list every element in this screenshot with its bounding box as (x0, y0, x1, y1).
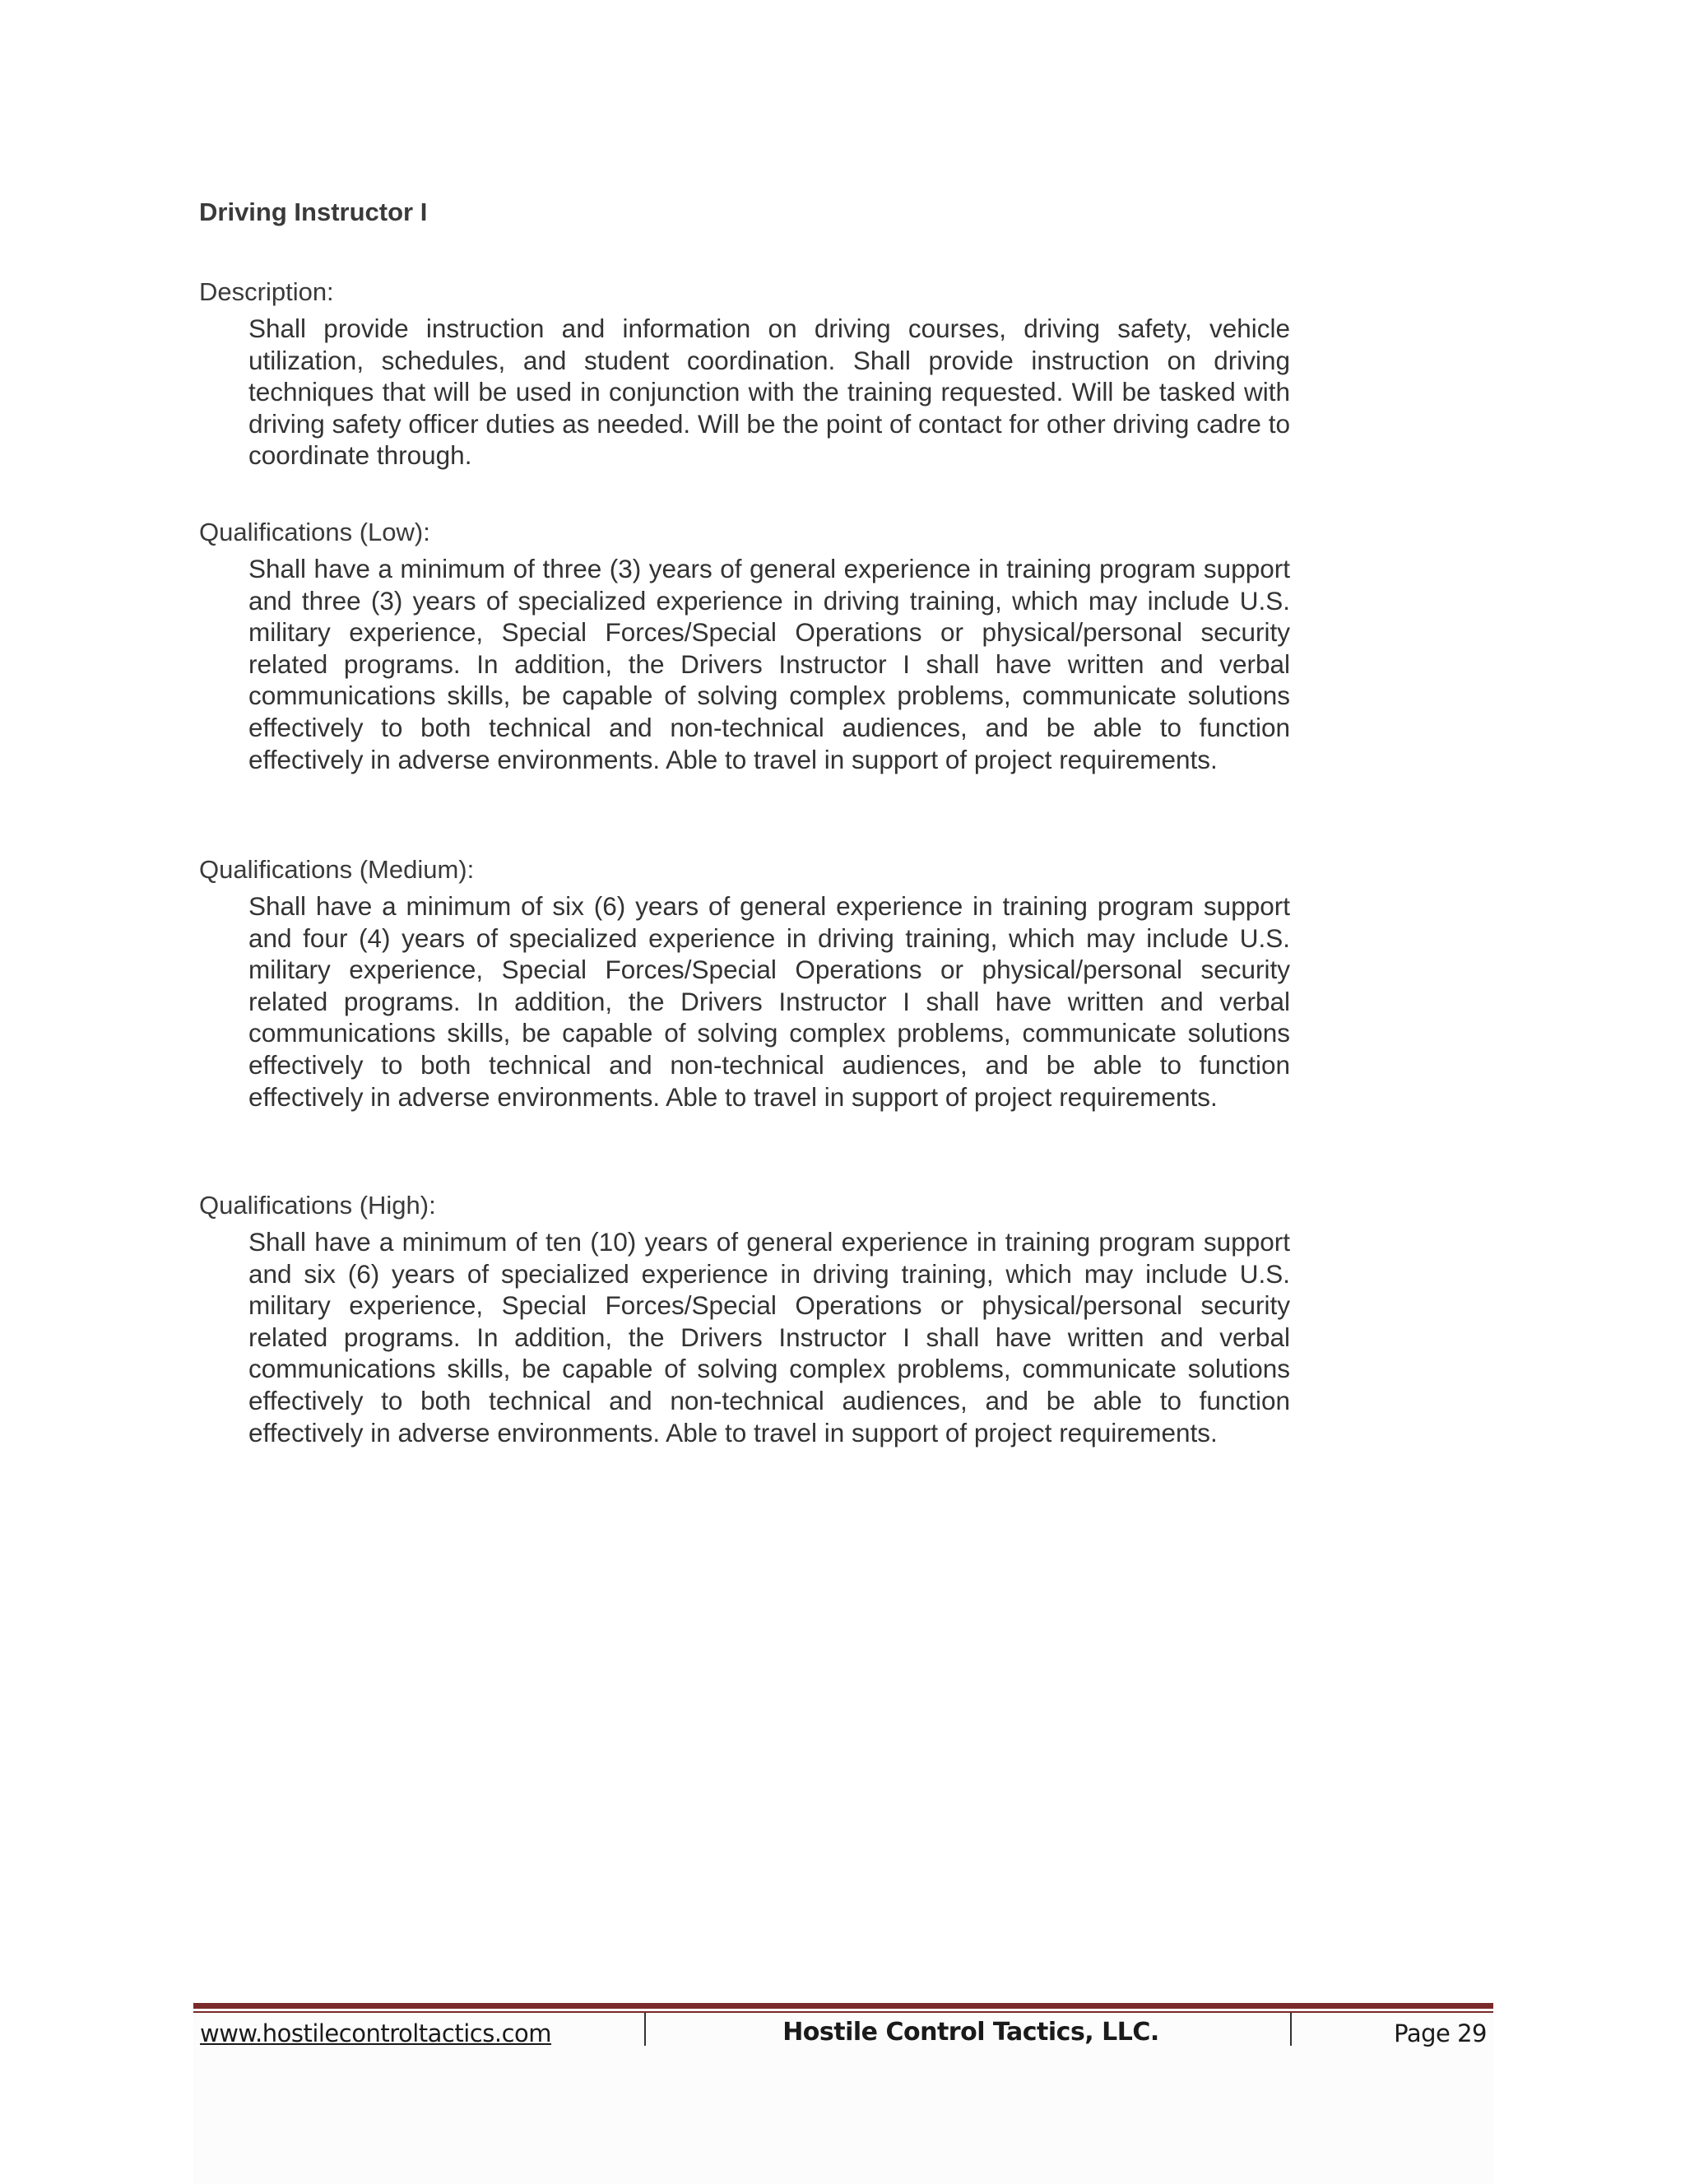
section-description (199, 276, 1293, 472)
section-body: Shall have a minimum of ten (10) years of general experience in training program support and six (6) years of specialized experience in driving training, which may include U.S. military experience, Special Forces/Special Operations or physical/personal security related programs. In addition, the Drivers Instructor I shall have written and verbal communications skills, be capable of solving complex problems, communicate solutions effectively to both technical and non-technical audiences, and be able to function effectively in adverse environments. Able to travel in support of project requirements. (248, 1227, 1290, 1447)
section-label: Description: (199, 277, 334, 306)
footer-rule-thick (193, 2003, 1493, 2009)
section-label: Qualifications (Medium): (199, 855, 475, 884)
website-link[interactable]: www.hostilecontroltactics.com (200, 2019, 552, 2047)
footer-company-name: Hostile Control Tactics, LLC. (782, 2018, 1159, 2047)
section-label: Qualifications (High): (199, 1191, 436, 1220)
footer-divider (1290, 2013, 1292, 2046)
section-qualifications-low (199, 517, 1293, 775)
section-label: Qualifications (Low): (199, 518, 430, 546)
section-body: Shall provide instruction and information on driving courses, driving safety, vehicle utilization, schedules, and student coordination. Shall provide instruction on driving techniques that will be used in conjunction with the training requested. Will be tasked with driving safety officer duties as needed. Will be the point of contact for other driving cadre to coordinate through. (248, 314, 1290, 471)
footer-rule-thin (193, 2011, 1493, 2013)
footer-divider (644, 2013, 646, 2046)
page-number: Page 29 (1394, 2019, 1487, 2047)
section-body: Shall have a minimum of three (3) years of general experience in training program support and three (3) years of specialized experience in driving training, which may include U.S. military experience, Special Forces/Special Operations or physical/personal security related programs. In addition, the Drivers Instructor I shall have written and verbal communications skills, be capable of solving complex problems, communicate solutions effectively to both technical and non-technical audiences, and be able to function effectively in adverse environments. Able to travel in support of project requirements. (248, 554, 1290, 774)
section-qualifications-high (199, 1190, 1293, 1448)
section-body: Shall have a minimum of six (6) years of general experience in training program support and four (4) years of specialized experience in driving training, which may include U.S. military experience, Special Forces/Special Operations or physical/personal security related programs. In addition, the Drivers Instructor I shall have written and verbal communications skills, be capable of solving complex problems, communicate solutions effectively to both technical and non-technical audiences, and be able to function effectively in adverse environments. Able to travel in support of project requirements. (248, 891, 1290, 1112)
page-footer (193, 2003, 1493, 2184)
section-qualifications-medium (199, 854, 1293, 1113)
page-title: Driving Instructor I (199, 197, 428, 226)
